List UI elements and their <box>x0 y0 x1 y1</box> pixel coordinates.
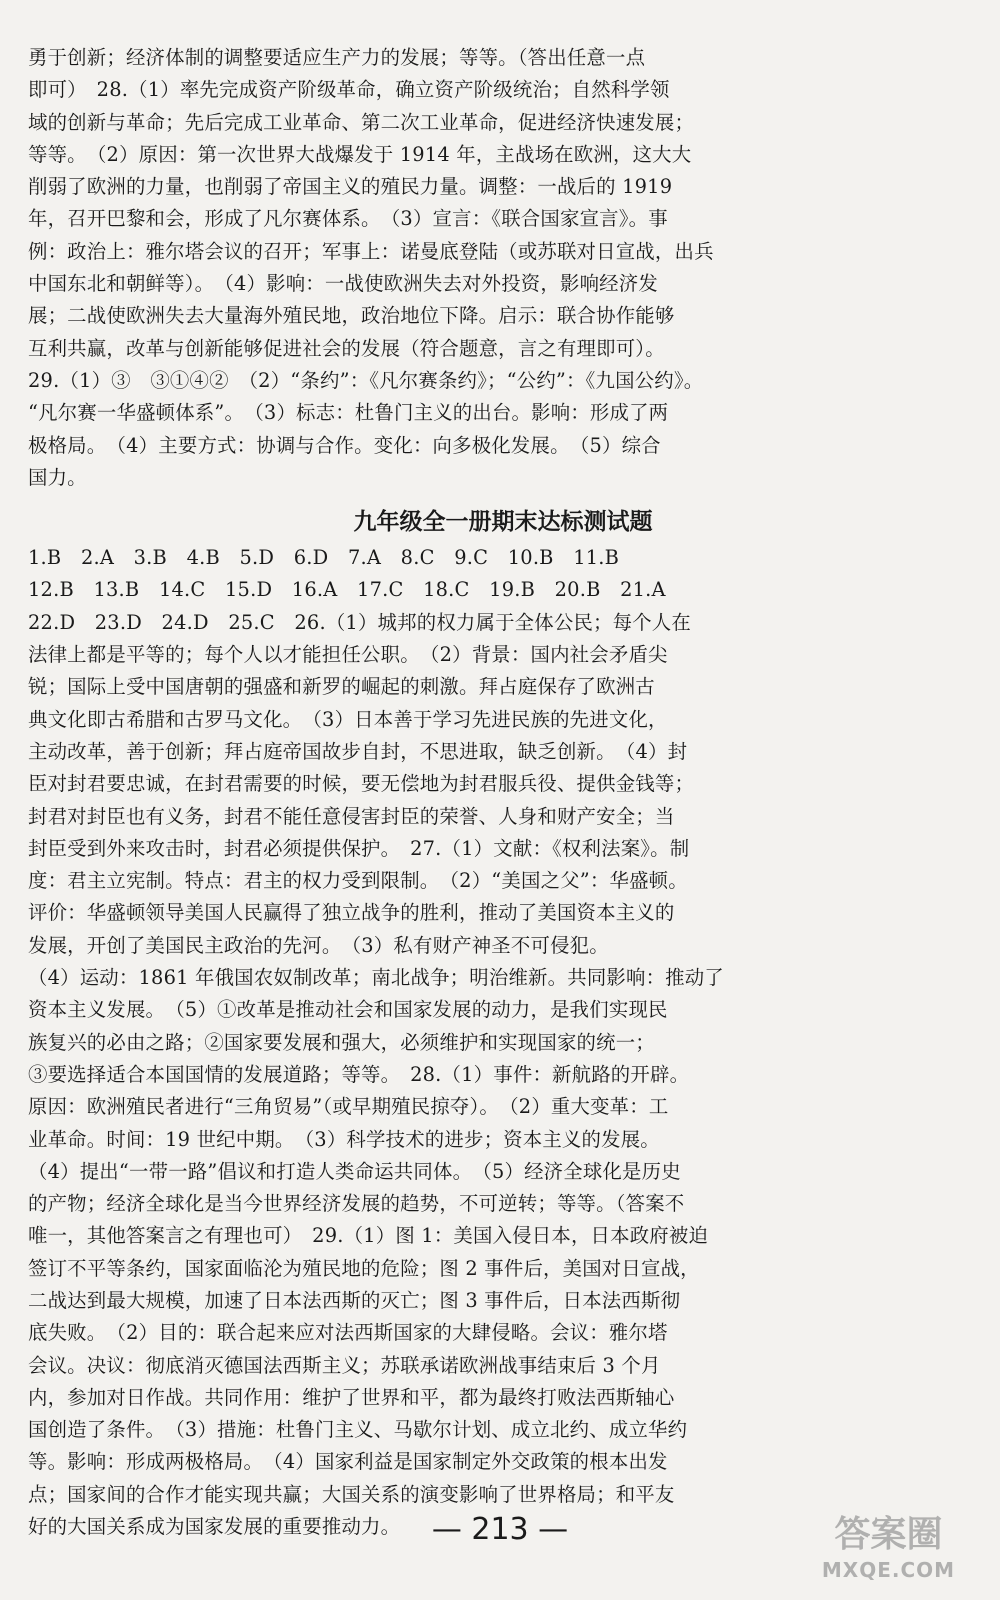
text-line: 主动改革，善于创新；拜占庭帝国故步自封，不思进取，缺乏创新。 （4）封 <box>28 739 688 763</box>
text-line: “凡尔赛一华盛顿体系”。 （3）标志：杜鲁门主义的出台。影响：形成了两 <box>28 401 669 425</box>
text-line: 极格局。 （4）主要方式：协调与合作。变化：向多极化发展。 （5）综合 <box>28 433 661 457</box>
text-line: 中国东北和朝鲜等）。 （4）影响：一战使欧洲失去对外投资，影响经济发 <box>28 272 658 296</box>
text-line: 好的大国关系成为国家发展的重要推动力。 <box>28 1515 401 1539</box>
text-line: 二战达到最大规模，加速了日本法西斯的灭亡；图 3 事件后，日本法西斯彻 <box>28 1288 681 1312</box>
answer-text-top <box>28 42 978 494</box>
text-line: 锐；国际上受中国唐朝的强盛和新罗的崛起的刺激。拜占庭保存了欧洲古 <box>28 675 655 699</box>
text-line: 勇于创新；经济体制的调整要适应生产力的发展；等等。（答出任意一点 <box>28 46 646 69</box>
text-line: 国创造了条件。 （3）措施：杜鲁门主义、马歇尔计划、成立北约、成立华约 <box>28 1418 688 1442</box>
text-line: 原因：欧洲殖民者进行“三角贸易”（或早期殖民掠夺）。 （2）重大变革：工 <box>28 1095 669 1119</box>
text-line: 签订不平等条约，国家面临沦为殖民地的危险；图 2 事件后，美国对日宣战， <box>28 1256 700 1280</box>
text-line: 评价：华盛顿领导美国人民赢得了独立战争的胜利，推动了美国资本主义的 <box>28 901 675 925</box>
text-line: 唯一，其他答案言之有理也可） 29.（1）图 1：美国入侵日本，日本政府被迫 <box>28 1224 709 1248</box>
text-line: 资本主义发展。 （5）①改革是推动社会和国家发展的动力，是我们实现民 <box>28 998 668 1022</box>
text-line: 29.（1）③ ③①④② （2）“条约”：《凡尔赛条约》；“公约”：《九国公约》。 <box>28 368 704 392</box>
text-line: 发展，开创了美国民主政治的先河。 （3）私有财产神圣不可侵犯。 <box>28 933 609 957</box>
watermark-text: 答案圈 <box>834 1514 943 1555</box>
text-line: 例：政治上：雅尔塔会议的召开；军事上：诺曼底登陆（或苏联对日宣战，出兵 <box>28 239 714 263</box>
watermark-logo <box>801 1512 976 1592</box>
text-line: 年，召开巴黎和会，形成了凡尔赛体系。 （3）宣言：《联合国家宣言》。事 <box>28 207 668 231</box>
text-line: 内，参加对日作战。共同作用：维护了世界和平，都为最终打败法西斯轴心 <box>28 1385 675 1409</box>
text-line: （4）运动：1861 年俄国农奴制改革；南北战争；明治维新。共同影响：推动了 <box>28 966 724 990</box>
text-line: 会议。决议：彻底消灭德国法西斯主义；苏联承诺欧洲战事结束后 3 个月 <box>28 1353 661 1377</box>
text-line: 削弱了欧洲的力量，也削弱了帝国主义的殖民力量。调整：一战后的 1919 <box>28 175 673 199</box>
text-line: 国力。 <box>28 465 87 489</box>
text-line: 臣对封君要忠诚，在封君需要的时候，要无偿地为封君服兵役、提供金钱等； <box>28 772 695 796</box>
page-number: — 213 — <box>431 1512 569 1547</box>
watermark-url: MXQE.COM <box>821 1558 956 1582</box>
text-line: 点；国家间的合作才能实现共赢；大国关系的演变影响了世界格局；和平友 <box>28 1482 675 1506</box>
text-line: 等。影响：形成两极格局。 （4）国家利益是国家制定外交政策的根本出发 <box>28 1450 668 1474</box>
text-line: 封臣受到外来攻击时，封君必须提供保护。 27.（1）文献：《权利法案》。制 <box>28 836 690 860</box>
text-line: 度：君主立宪制。特点：君主的权力受到限制。 （2）“美国之父”：华盛顿。 <box>28 869 688 893</box>
text-line: 的产物；经济全球化是当今世界经济发展的趋势，不可逆转；等等。（答案不 <box>28 1192 685 1216</box>
text-line: 典文化即古希腊和古罗马文化。 （3）日本善于学习先进民族的先进文化， <box>28 707 668 731</box>
section-heading: 九年级全一册期末达标测试题 <box>353 509 653 536</box>
text-line: 展；二战使欧洲失去大量海外殖民地，政治地位下降。启示：联合协作能够 <box>28 304 675 328</box>
text-line: 22.D 23.D 24.D 25.C 26.（1）城邦的权力属于全体公民；每个人在 <box>28 610 691 634</box>
text-line: 12.B 13.B 14.C 15.D 16.A 17.C 18.C 19.B 20.B 21.A <box>28 578 666 602</box>
text-line: 等等。 （2）原因：第一次世界大战爆发于 1914 年，主战场在欧洲，这大大 <box>28 142 692 166</box>
text-line: 族复兴的必由之路；②国家要发展和强大，必须维护和实现国家的统一； <box>28 1030 655 1054</box>
answer-text-bottom <box>28 542 978 1543</box>
text-line: 即可） 28.（1）率先完成资产阶级革命，确立资产阶级统治；自然科学领 <box>28 78 670 102</box>
text-line: 业革命。时间：19 世纪中期。 （3）科学技术的进步；资本主义的发展。 <box>28 1127 660 1151</box>
text-line: 法律上都是平等的；每个人以才能担任公职。 （2）背景：国内社会矛盾尖 <box>28 643 668 667</box>
text-line: 底失败。 （2）目的：联合起来应对法西斯国家的大肆侵略。会议：雅尔塔 <box>28 1321 668 1345</box>
text-line: ③要选择适合本国国情的发展道路；等等。 28.（1）事件：新航路的开辟。 <box>28 1062 690 1086</box>
text-line: 域的创新与革命；先后完成工业革命、第二次工业革命，促进经济快速发展； <box>28 110 695 134</box>
text-line: 1.B 2.A 3.B 4.B 5.D 6.D 7.A 8.C 9.C 10.B 11.B <box>28 546 620 570</box>
text-line: 互利共赢，改革与创新能够促进社会的发展（符合题意，言之有理即可）。 <box>28 336 665 360</box>
text-line: 封君对封臣也有义务，封君不能任意侵害封臣的荣誉、人身和财产安全；当 <box>28 804 675 828</box>
text-line: （4）提出“一带一路”倡议和打造人类命运共同体。 （5）经济全球化是历史 <box>28 1159 681 1183</box>
